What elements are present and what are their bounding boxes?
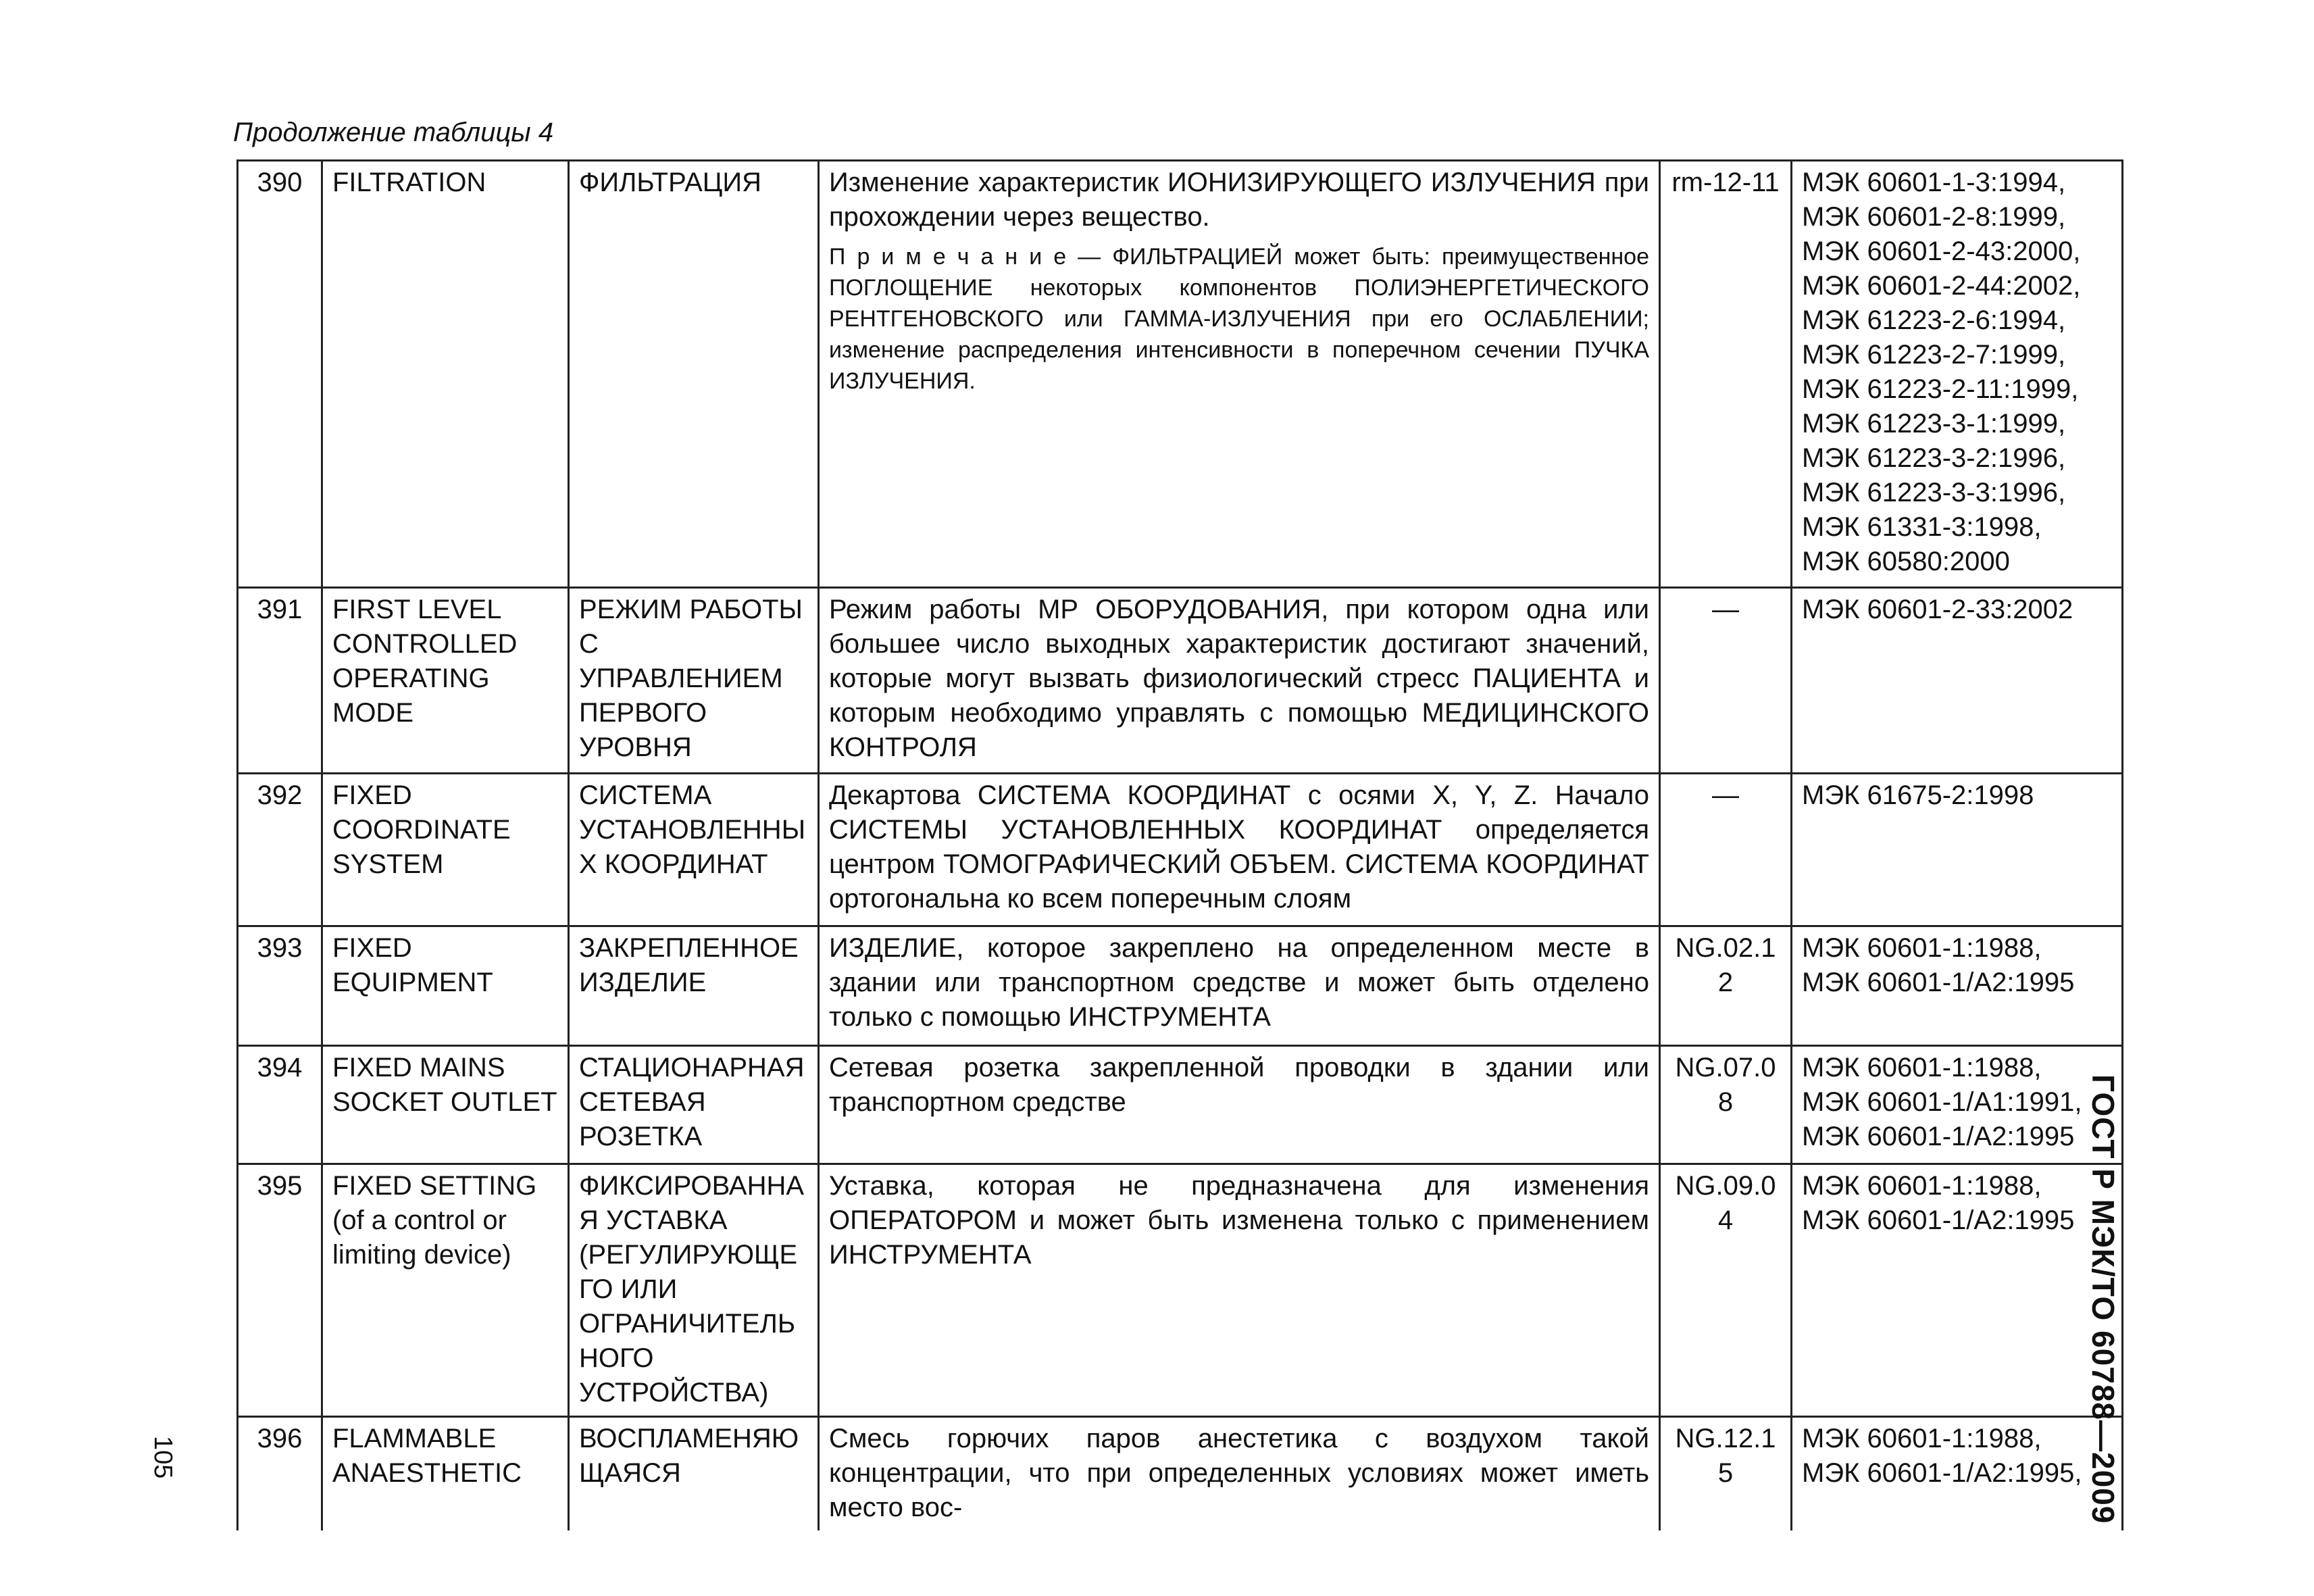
term-english: FIXED EQUIPMENT <box>322 926 569 1046</box>
term-reference: rm-12-11 <box>1660 161 1792 588</box>
term-number: 396 <box>238 1417 322 1531</box>
term-standards <box>1792 1046 2123 1164</box>
standard-ref: МЭК 60601-1/A2:1995 <box>1802 968 2075 997</box>
term-english: FIXED COORDINATE SYSTEM <box>322 774 569 926</box>
term-definition: Сетевая розетка закрепленной проводки в здании или транспортном средстве <box>819 1046 1660 1164</box>
term-standards <box>1792 926 2123 1046</box>
table-row <box>238 1046 2123 1164</box>
term-definition-cell <box>819 161 1660 588</box>
table-row <box>238 1164 2123 1417</box>
terms-table <box>236 159 2123 1530</box>
table-row <box>238 161 2123 588</box>
term-russian: ФИКСИРОВАННАЯ УСТАВКА (РЕГУЛИРУЮЩЕГО ИЛИ ОГРАНИЧИТЕЛЬНОГО УСТРОЙСТВА) <box>569 1164 819 1417</box>
standard-ref: МЭК 60601-2-43:2000, <box>1802 236 2081 266</box>
term-definition: ИЗДЕЛИЕ, которое закреплено на определенном месте в здании или транспортном средстве и может быть отделено только с помощью ИНСТРУМЕНТА <box>819 926 1660 1046</box>
term-definition: Уставка, которая не предназначена для изменения ОПЕРАТОРОМ и может быть изменена только с применением ИНСТРУМЕНТА <box>819 1164 1660 1417</box>
standard-ref: МЭК 60580:2000 <box>1802 547 2010 576</box>
standard-ref: МЭК 60601-2-44:2002, <box>1802 271 2081 301</box>
term-standards <box>1792 161 2123 588</box>
standard-ref: МЭК 61331-3:1998, <box>1802 512 2042 542</box>
term-number: 390 <box>238 161 322 588</box>
term-definition: Смесь горючих паров анестетика с воздухом такой концентрации, что при определенных условиях может иметь место вос- <box>819 1417 1660 1531</box>
standard-ref: МЭК 60601-1-3:1994, <box>1802 168 2066 197</box>
term-standards <box>1792 1417 2123 1531</box>
standard-ref: МЭК 60601-1:1988, <box>1802 1171 2042 1201</box>
standard-ref: МЭК 60601-1/A2:1995, <box>1802 1458 2082 1488</box>
standard-ref: МЭК 60601-1:1988, <box>1802 1424 2042 1453</box>
table-row <box>238 926 2123 1046</box>
table-row <box>238 774 2123 926</box>
table-row <box>238 588 2123 774</box>
standard-ref: МЭК 61223-2-6:1994, <box>1802 305 2066 335</box>
term-reference: — <box>1660 588 1792 774</box>
standard-ref: МЭК 60601-1:1988, <box>1802 1053 2042 1082</box>
term-reference: — <box>1660 774 1792 926</box>
term-russian: СТАЦИОНАРНАЯ СЕТЕВАЯ РОЗЕТКА <box>569 1046 819 1164</box>
term-definition: Режим работы МР ОБОРУДОВАНИЯ, при котором одна или большее число выходных характеристик достигают значений, которые могут вызвать физиологический стресс ПАЦИЕНТА и которым необходимо управлять с помощью МЕДИЦИНСКОГО КОНТРОЛЯ <box>819 588 1660 774</box>
term-russian: ФИЛЬТРАЦИЯ <box>569 161 819 588</box>
term-number: 392 <box>238 774 322 926</box>
term-number: 394 <box>238 1046 322 1164</box>
page-number: 105 <box>149 1436 177 1479</box>
term-number: 395 <box>238 1164 322 1417</box>
document-title: ГОСТ Р МЭК/ТО 60788—2009 <box>2086 1074 2121 1524</box>
term-reference: NG.12.15 <box>1660 1417 1792 1531</box>
term-standards <box>1792 774 2123 926</box>
standard-ref: МЭК 60601-1/A1:1991, <box>1802 1087 2082 1117</box>
term-reference: NG.07.08 <box>1660 1046 1792 1164</box>
standard-ref: МЭК 61675-2:1998 <box>1802 780 2034 810</box>
term-number: 391 <box>238 588 322 774</box>
table-caption: Продолжение таблицы 4 <box>233 118 554 147</box>
standard-ref: МЭК 61223-2-11:1999, <box>1802 374 2079 404</box>
term-definition: Декартова СИСТЕМА КООРДИНАТ с осями X, Y, Z. Начало СИСТЕМЫ УСТАНОВЛЕННЫХ КООРДИНАТ определяется центром ТОМОГРАФИЧЕСКИЙ ОБЪЕМ. СИСТЕМА КООРДИНАТ ортогональна ко всем поперечным слоям <box>819 774 1660 926</box>
standard-ref: МЭК 60601-1:1988, <box>1802 933 2042 963</box>
term-russian: СИСТЕМА УСТАНОВЛЕННЫХ КООРДИНАТ <box>569 774 819 926</box>
standard-ref: МЭК 60601-1/A2:1995 <box>1802 1122 2075 1151</box>
standard-ref: МЭК 61223-3-1:1999, <box>1802 409 2066 439</box>
table-row <box>238 1417 2123 1531</box>
term-russian: ЗАКРЕПЛЕННОЕ ИЗДЕЛИЕ <box>569 926 819 1046</box>
term-standards <box>1792 1164 2123 1417</box>
standard-ref: МЭК 60601-2-33:2002 <box>1802 595 2073 624</box>
term-russian: ВОСПЛАМЕНЯЮЩАЯСЯ <box>569 1417 819 1531</box>
standard-ref: МЭК 61223-3-3:1996, <box>1802 478 2066 507</box>
term-reference: NG.09.04 <box>1660 1164 1792 1417</box>
term-english: FIRST LEVEL CONTROLLED OPERATING MODE <box>322 588 569 774</box>
term-russian: РЕЖИМ РАБОТЫ С УПРАВЛЕНИЕМ ПЕРВОГО УРОВНЯ <box>569 588 819 774</box>
term-english: FLAMMABLE ANAESTHETIC <box>322 1417 569 1531</box>
term-number: 393 <box>238 926 322 1046</box>
term-standards <box>1792 588 2123 774</box>
standard-ref: МЭК 60601-1/A2:1995 <box>1802 1205 2075 1235</box>
term-english: FILTRATION <box>322 161 569 588</box>
term-note: П р и м е ч а н и е — ФИЛЬТРАЦИЕЙ может быть: преимущественное ПОГЛОЩЕНИЕ некоторых компонентов ПОЛИЭНЕРГЕТИЧЕСКОГО РЕНТГЕНОВСКОГО или ГАММА-ИЗЛУЧЕНИЯ при его ОСЛАБЛЕНИИ; изменение распределения интенсивности в поперечном сечении ПУЧКА ИЗЛУЧЕНИЯ. <box>829 244 1649 394</box>
standard-ref: МЭК 61223-2-7:1999, <box>1802 340 2066 370</box>
standard-ref: МЭК 60601-2-8:1999, <box>1802 202 2066 232</box>
standard-ref: МЭК 61223-3-2:1996, <box>1802 443 2066 473</box>
term-english: FIXED MAINS SOCKET OUTLET <box>322 1046 569 1164</box>
term-reference: NG.02.12 <box>1660 926 1792 1046</box>
term-definition: Изменение характеристик ИОНИЗИРУЮЩЕГО ИЗЛУЧЕНИЯ при прохождении через вещество. <box>829 168 1649 232</box>
term-english: FIXED SETTING (of a control or limiting device) <box>322 1164 569 1417</box>
